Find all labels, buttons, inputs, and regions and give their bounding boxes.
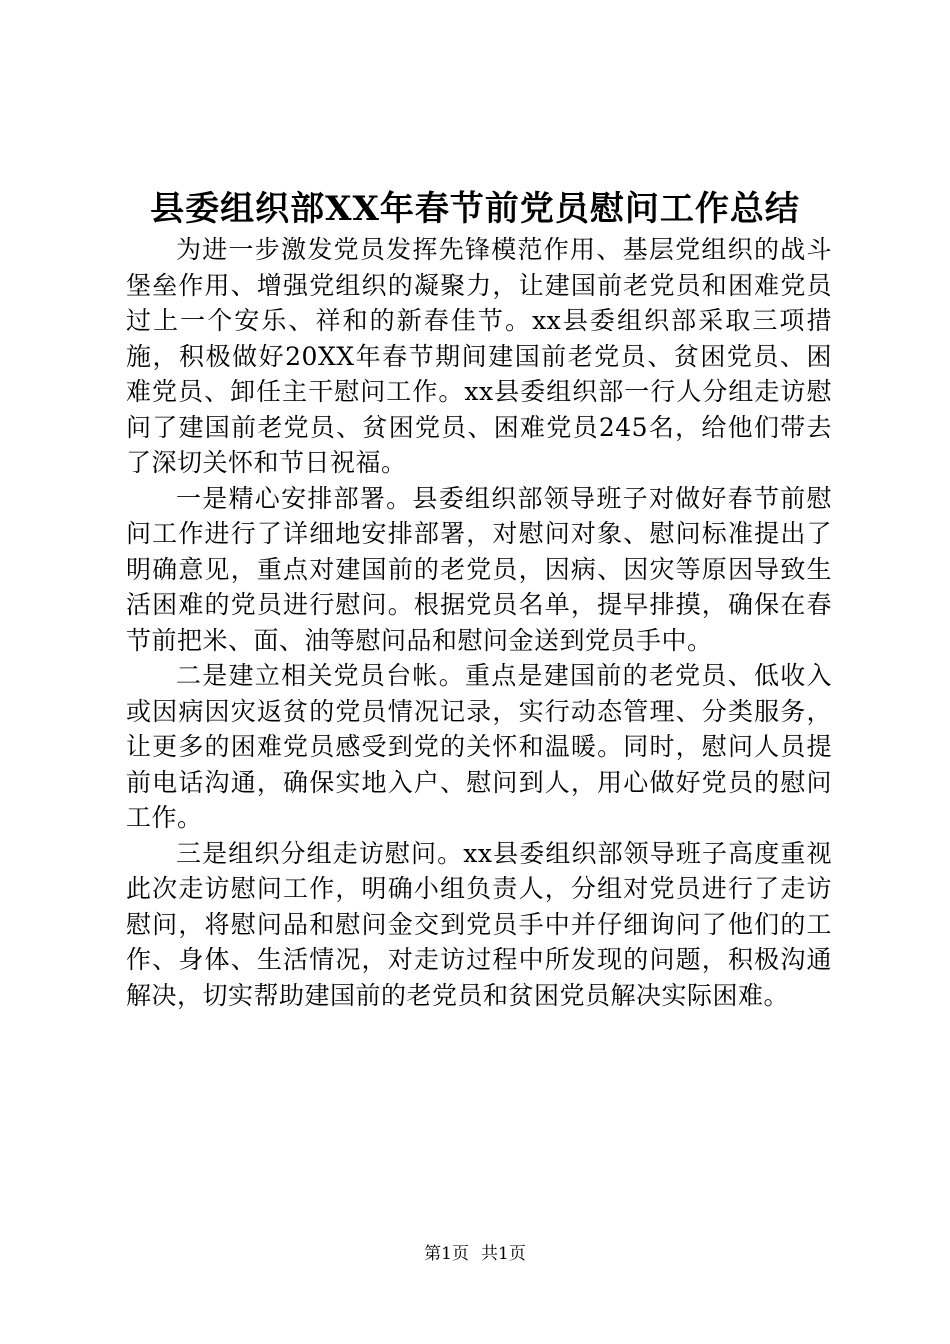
document-body [126, 232, 832, 1013]
page-footer [0, 1242, 950, 1266]
page-total: 共1页 [481, 1244, 526, 1264]
paragraph-measure-2: 二是建立相关党员台帐。重点是建国前的老党员、低收入或因病因灾返贫的党员情况记录，实行动态管理、分类服务，让更多的困难党员感受到党的关怀和温暖。同时，慰问人员提前电话沟通，确保实地入户、慰问到人，用心做好党员的慰问工作。 [126, 661, 832, 832]
paragraph-measure-3: 三是组织分组走访慰问。xx县委组织部领导班子高度重视此次走访慰问工作，明确小组负责人，分组对党员进行了走访慰问，将慰问品和慰问金交到党员手中并仔细询问了他们的工作、身体、生活情况，对走访过程中所发现的问题，积极沟通解决，切实帮助建国前的老党员和贫困党员解决实际困难。 [126, 838, 832, 1010]
document-title: 县委组织部XX年春节前党员慰问工作总结 [150, 189, 800, 229]
paragraph-measure-1: 一是精心安排部署。县委组织部领导班子对做好春节前慰问工作进行了详细地安排部署，对慰问对象、慰问标准提出了明确意见，重点对建国前的老党员，因病、因灾等原因导致生活困难的党员进行慰问。根据党员名单，提早排摸，确保在春节前把米、面、油等慰问品和慰问金送到党员手中。 [126, 483, 832, 655]
page-number: 第1页 [424, 1244, 469, 1264]
paragraph-intro: 为进一步激发党员发挥先锋模范作用、基层党组织的战斗堡垒作用、增强党组织的凝聚力，让建国前老党员和困难党员过上一个安乐、祥和的新春佳节。xx县委组织部采取三项措施，积极做好20XX年春节期间建国前老党员、贫困党员、困难党员、卸任主干慰问工作。xx县委组织部一行人分组走访慰问了建国前老党员、贫困党员、困难党员245名，给他们带去了深切关怀和节日祝福。 [126, 235, 832, 477]
